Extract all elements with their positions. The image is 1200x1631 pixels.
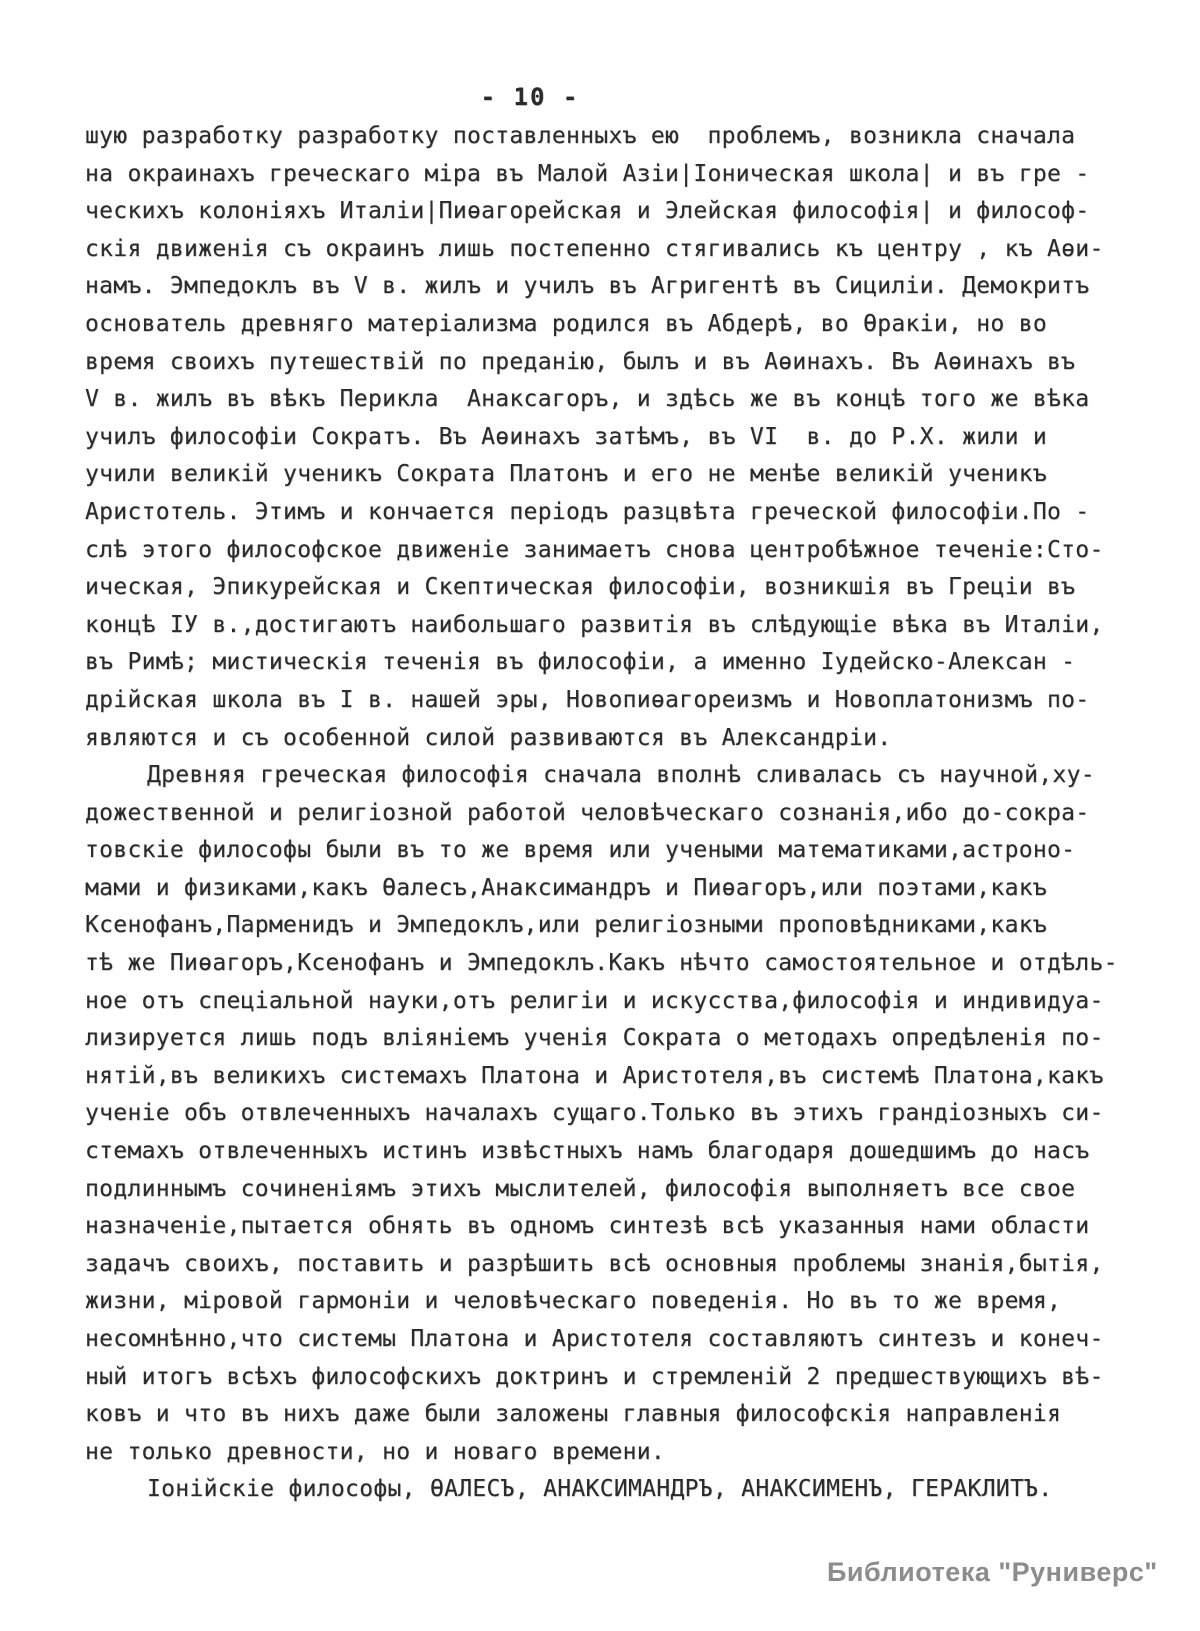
text-line: въ Римѣ; мистическія теченія въ философіи, а именно Іудейско-Алексан -	[85, 649, 1076, 676]
text-line: Аристотель. Этимъ и кончается періодъ разцвѣта греческой философіи.По -	[85, 498, 1090, 525]
text-line: ный итогъ всѣхъ философскихъ доктринъ и стремленій 2 предшествующихъ вѣ-	[85, 1363, 1104, 1390]
text-line: не только древности, но и новаго времени.	[85, 1438, 666, 1465]
text-line: дожественной и религіозной работой человѣческаго сознанія,ибо до-сокра-	[85, 799, 1090, 826]
text-line: подлиннымъ сочиненіямъ этихъ мыслителей, философія выполняетъ все свое	[85, 1175, 1076, 1202]
text-line: дрійская школа въ I в. нашей эры, Новопиѳагореизмъ и Новоплатонизмъ по-	[85, 686, 1090, 713]
library-watermark: Библиотека "Руниверс"	[827, 1557, 1158, 1587]
text-line: задачъ своихъ, поставить и разрѣшить всѣ основныя проблемы знанія,бытія,	[85, 1250, 1104, 1277]
text-line: скія движенія съ окраинъ лишь постепенно стягивались къ центру , къ Аѳи-	[85, 235, 1104, 262]
text-line: являются и съ особенной силой развиваются въ Александріи.	[85, 724, 892, 751]
text-line: жизни, міровой гармоніи и человѣческаго поведенія. Но въ то же время,	[85, 1288, 1062, 1315]
text-line: ическая, Эпикурейская и Скептическая философіи, возникшія въ Греціи въ	[85, 574, 1076, 601]
text-line: ковъ и что въ нихъ даже были заложены главныя философскія направленія	[85, 1401, 1062, 1428]
text-line: ческихъ колоніяхъ Италіи|Пиѳагорейская и Элейская философія| и философ-	[85, 198, 1090, 225]
text-line: V в. жилъ въ вѣкъ Перикла Анаксагоръ, и здѣсь же въ концѣ того же вѣка	[85, 386, 1090, 413]
text-line-paragraph-start: Іонійскіе философы, ѲАЛЕСЪ, АНАКСИМАНДРЪ, АНАКСИМЕНЪ, ГЕРАКЛИТЪ.	[147, 1476, 1053, 1503]
text-line: нятій,въ великихъ системахъ Платона и Аристотеля,въ системѣ Платона,какъ	[85, 1062, 1104, 1089]
text-line: на окраинахъ греческаго міра въ Малой Азіи|Іоническая школа| и въ гре -	[85, 160, 1090, 187]
text-line: слѣ этого философское движеніе занимаетъ снова центробѣжное теченіе:Сто-	[85, 536, 1104, 563]
text-line: мами и физиками,какъ Ѳалесъ,Анаксимандръ и Пиѳагоръ,или поэтами,какъ	[85, 874, 1048, 901]
text-line: шую разработку разработку поставленныхъ ею проблемъ, возникла сначала	[85, 123, 1076, 149]
text-line: училъ философіи Сократъ. Въ Аѳинахъ затѣмъ, въ VI в. до Р.Х. жили и	[85, 423, 1048, 450]
text-line: Ксенофанъ,Парменидъ и Эмпедоклъ,или религіозными проповѣдниками,какъ	[85, 912, 1048, 939]
text-line: несомнѣнно,что системы Платона и Аристотеля составляютъ синтезъ и конеч-	[85, 1326, 1104, 1352]
page-number: - 10 -	[480, 83, 580, 111]
text-line: учили великій ученикъ Сократа Платонъ и его не менѣе великій ученикъ	[85, 461, 1048, 488]
text-line: товскіе философы были въ то же время или учеными математиками,астроно-	[85, 837, 1076, 864]
text-line: назначеніе,пытается обнять въ одномъ синтезѣ всѣ указанныя нами области	[85, 1213, 1090, 1240]
text-line: основатель древняго матеріализма родился въ Абдерѣ, во Ѳракіи, но во	[85, 310, 1048, 337]
text-line: время своихъ путешествій по преданію, былъ и въ Аѳинахъ. Въ Аѳинахъ въ	[85, 348, 1076, 375]
text-line-paragraph-start: Древняя греческая философія сначала вполнѣ сливалась съ научной,ху-	[147, 762, 1095, 789]
text-line: тѣ же Пиѳагоръ,Ксенофанъ и Эмпедоклъ.Какъ нѣчто самостоятельное и отдѣль-	[85, 950, 1118, 977]
text-line: лизируется лишь подъ вліяніемъ ученія Сократа о методахъ опредѣленія по-	[85, 1025, 1104, 1052]
document-text	[85, 118, 1165, 1509]
text-line: намъ. Эмпедоклъ въ V в. жилъ и училъ въ Агригентѣ въ Сициліи. Демокритъ	[85, 273, 1090, 300]
text-line: стемахъ отвлеченныхъ истинъ извѣстныхъ намъ благодаря дошедшимъ до насъ	[85, 1138, 1090, 1165]
text-line: концѣ IУ в.,достигаютъ наибольшаго развитія въ слѣдующіе вѣка въ Италіи,	[85, 611, 1104, 638]
text-line: ное отъ спеціальной науки,отъ религіи и искусства,философія и индивидуа-	[85, 987, 1104, 1014]
text-line: ученіе объ отвлеченныхъ началахъ сущаго.Только въ этихъ грандіозныхъ си-	[85, 1100, 1104, 1127]
